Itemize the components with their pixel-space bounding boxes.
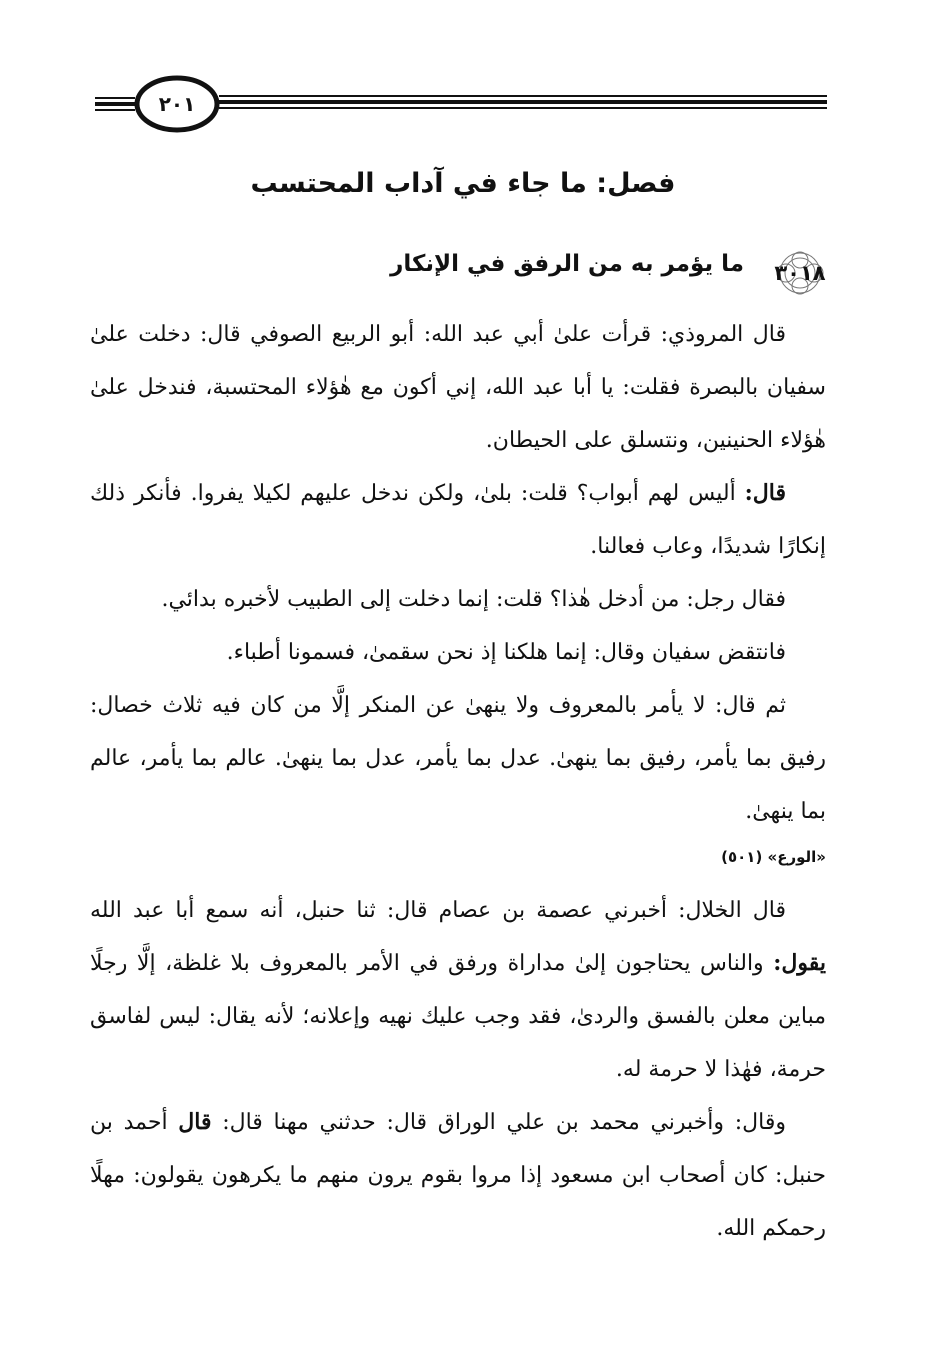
paragraph-text: وقال: وأخبرني محمد بن علي الوراق قال: حدثني مهنا قال: bbox=[211, 1110, 786, 1135]
paragraph bbox=[90, 1096, 826, 1255]
bold-lead: قال: bbox=[744, 480, 786, 506]
bold-word: قال bbox=[178, 1109, 212, 1135]
paragraph-text: أليس لهم أبواب؟ قلت: بلىٰ، ولكن ندخل عليهم لكيلا يفروا. فأنكر ذلك إنكارًا شديدًا، وعاب فعالنا. bbox=[90, 481, 826, 559]
entry-number-badge bbox=[764, 251, 836, 295]
paragraph bbox=[90, 884, 826, 1096]
paragraph-text: قال الخلال: أخبرني عصمة بن عصام قال: ثنا حنبل، أنه سمع أبا عبد الله bbox=[90, 898, 786, 923]
entry-number: ٣٠١٨ bbox=[774, 261, 826, 285]
section-title: فصل: ما جاء في آداب المحتسب bbox=[250, 168, 676, 199]
paragraph-text: أحمد بن حنبل: كان أصحاب ابن مسعود إذا مروا بقوم يرون منهم ما يكرهون يقولون: مهلًا رحمكم الله. bbox=[90, 1110, 826, 1241]
entry-heading bbox=[96, 247, 836, 297]
body-text bbox=[90, 308, 826, 1255]
entry-title: ما يؤمر به من الرفق في الإنكار bbox=[390, 251, 744, 277]
paragraph: ثم قال: لا يأمر بالمعروف ولا ينهىٰ عن المنكر إلَّا من كان فيه ثلاث خصال: رفيق بما يأمر، رفيق بما ينهىٰ. عدل بما يأمر، عدل بما ينهىٰ. عالم بما يأمر، عالم بما ينهىٰ. bbox=[90, 693, 826, 824]
paragraph bbox=[90, 467, 826, 573]
bold-word: يقول: bbox=[773, 950, 826, 976]
source-citation: «الورع» (٥٠١) bbox=[721, 848, 826, 866]
page-number: ٢٠١ bbox=[158, 92, 196, 116]
paragraph-text: والناس يحتاجون إلىٰ مداراة ورفق في الأمر بالمعروف بلا غلظة، إلَّا رجلًا مباين معلن بالفسق والردىٰ، فقد وجب عليك نهيه وإعلانه؛ لأنه يقال: ليس لفاسق حرمة، فهٰذا لا حرمة له. bbox=[90, 951, 826, 1082]
paragraph: فانتقض سفيان وقال: إنما هلكنا إذ نحن سقمىٰ، فسمونا أطباء. bbox=[226, 640, 786, 665]
paragraph: قال المروذي: قرأت علىٰ أبي عبد الله: أبو الربيع الصوفي قال: دخلت علىٰ سفيان بالبصرة فقلت: يا أبا عبد الله، إني أكون مع هٰؤلاء المحتسبة، فندخل علىٰ هٰؤلاء الحنينين، ونتسلق على الحيطان. bbox=[90, 322, 826, 453]
page-header bbox=[95, 72, 827, 136]
paragraph: فقال رجل: من أدخل هٰذا؟ قلت: إنما دخلت إلى الطبيب لأخبره بدائي. bbox=[161, 587, 786, 612]
